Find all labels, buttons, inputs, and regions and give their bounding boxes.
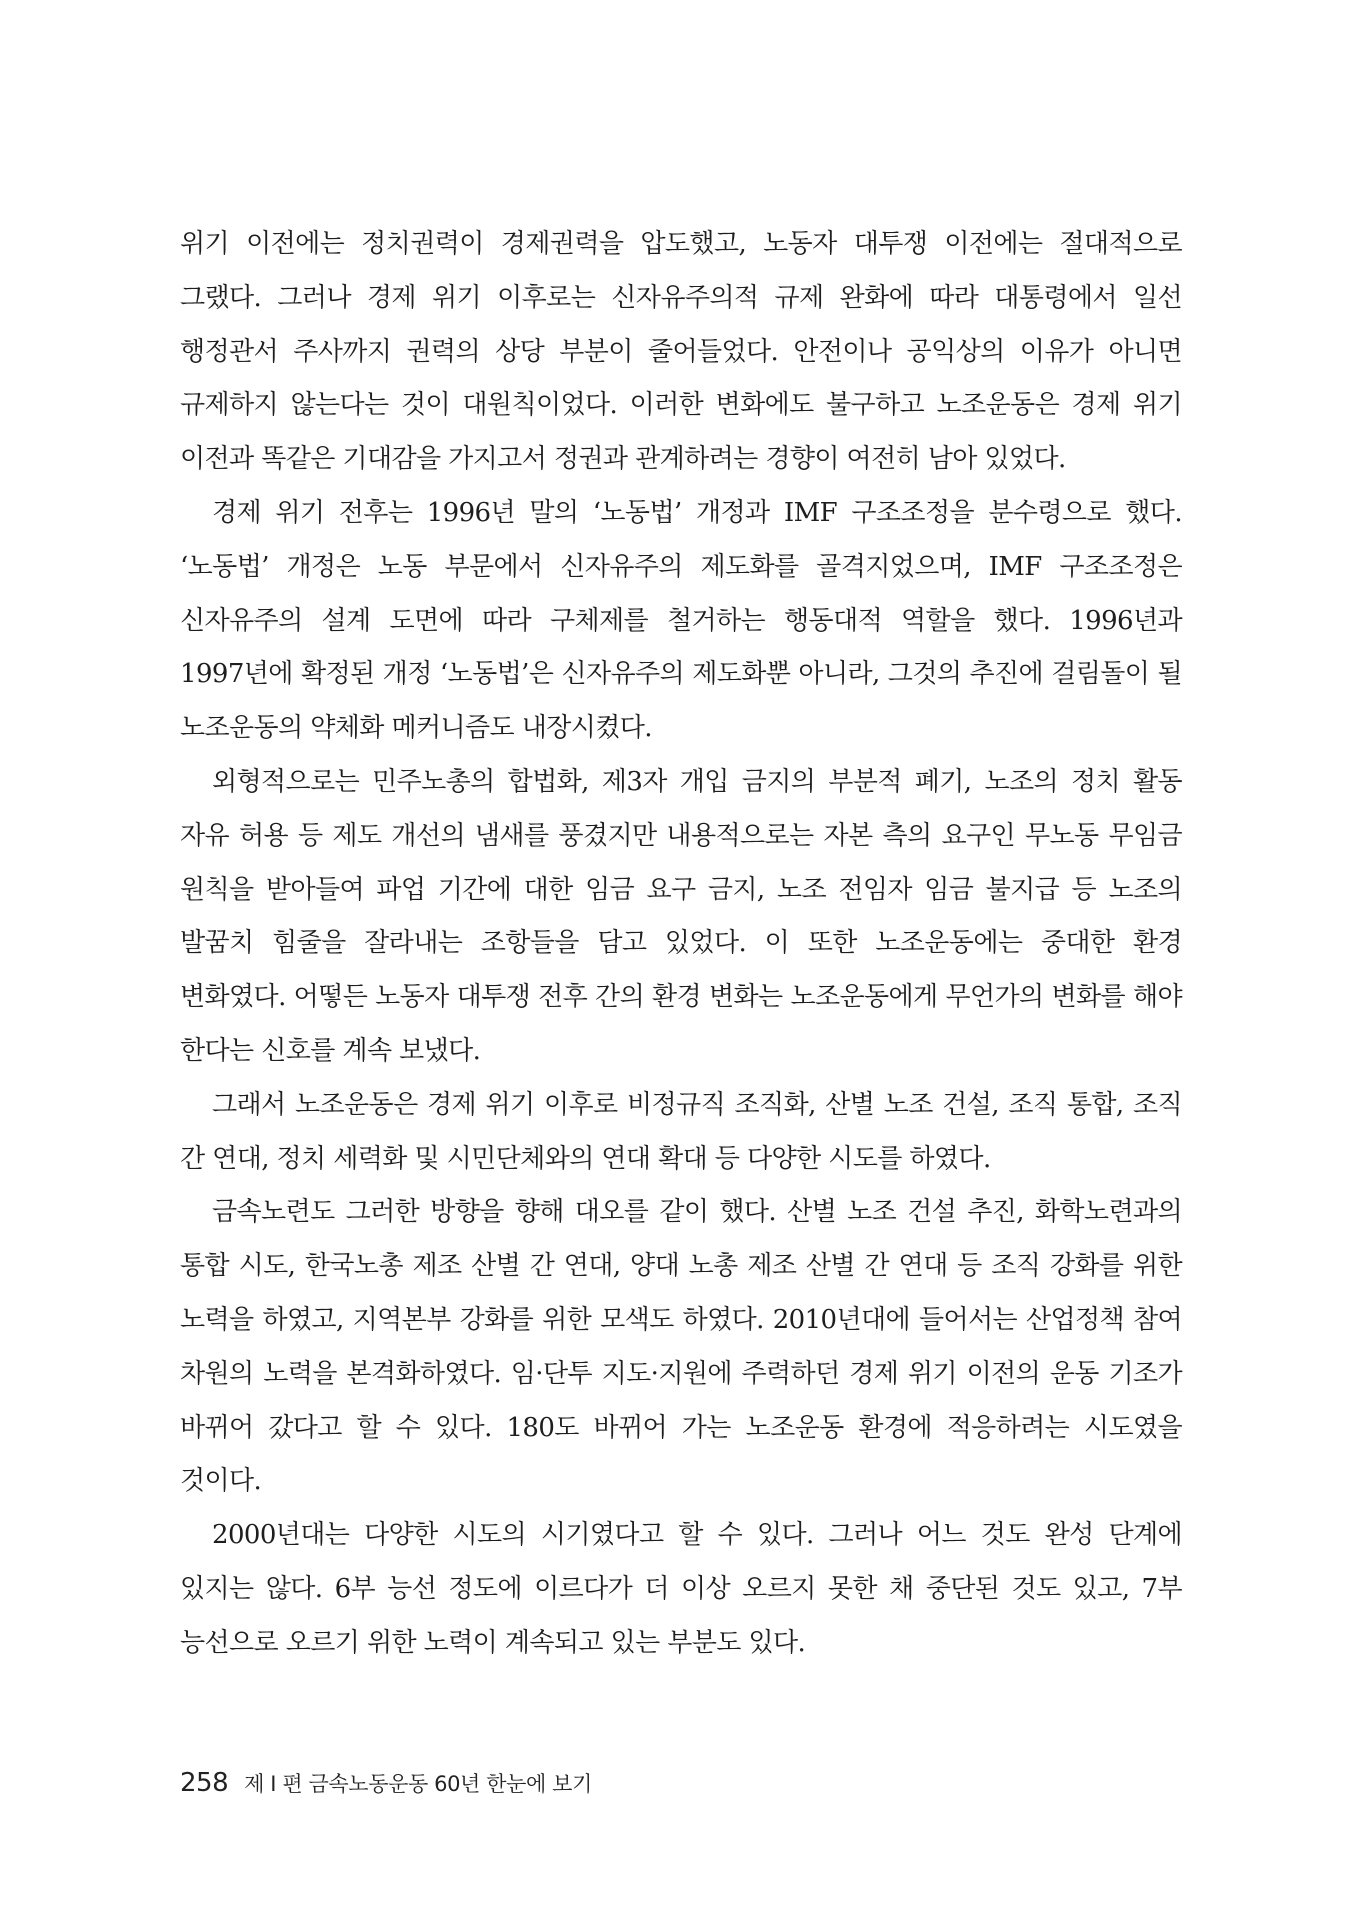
page-footer bbox=[180, 1768, 592, 1808]
paragraph-4: 그래서 노조운동은 경제 위기 이후로 비정규직 조직화, 산별 노조 건설, 조직 통합, 조직 간 연대, 정치 세력화 및 시민단체와의 연대 확대 등 다양한 시도를 하였다. bbox=[180, 1089, 1182, 1174]
page-number: 258 bbox=[180, 1768, 229, 1798]
paragraph-1: 위기 이전에는 정치권력이 경제권력을 압도했고, 노동자 대투쟁 이전에는 절대적으로 그랬다. 그러나 경제 위기 이후로는 신자유주의적 규제 완화에 따라 대통령에서 일선 행정관서 주사까지 권력의 상당 부분이 줄어들었다. 안전이나 공익상의 이유가 아니면 규제하지 않는다는 것이 대원칙이었다. 이러한 변화에도 불구하고 노조운동은 경제 위기 이전과 똑같은 기대감을 가지고서 정권과 관계하려는 경향이 여전히 남아 있었다. bbox=[180, 229, 1182, 475]
paragraph-2: 경제 위기 전후는 1996년 말의 ‘노동법’ 개정과 IMF 구조조정을 분수령으로 했다. ‘노동법’ 개정은 노동 부문에서 신자유주의 제도화를 골격지었으며, IMF 구조조정은 신자유주의 설계 도면에 따라 구체제를 철거하는 행동대적 역할을 했다. 1996년과 1997년에 확정된 개정 ‘노동법’은 신자유주의 제도화뿐 아니라, 그것의 추진에 걸림돌이 될 노조운동의 약체화 메커니즘도 내장시켰다. bbox=[180, 497, 1182, 744]
running-title: 제 I 편 금속노동운동 60년 한눈에 보기 bbox=[244, 1772, 592, 1796]
paragraph-5: 금속노련도 그러한 방향을 향해 대오를 같이 했다. 산별 노조 건설 추진, 화학노련과의 통합 시도, 한국노총 제조 산별 간 연대, 양대 노총 제조 산별 간 연대 등 조직 강화를 위한 노력을 하였고, 지역본부 강화를 위한 모색도 하였다. 2010년대에 들어서는 산업정책 참여 차원의 노력을 본격화하였다. 임·단투 지도·지원에 주력하던 경제 위기 이전의 운동 기조가 바뀌어 갔다고 할 수 있다. 180도 바뀌어 가는 노조운동 환경에 적응하려는 시도였을 것이다. bbox=[180, 1197, 1182, 1497]
paragraph-3: 외형적으로는 민주노총의 합법화, 제3자 개입 금지의 부분적 폐기, 노조의 정치 활동 자유 허용 등 제도 개선의 냄새를 풍겼지만 내용적으로는 자본 측의 요구인 무노동 무임금 원칙을 받아들여 파업 기간에 대한 임금 요구 금지, 노조 전임자 임금 불지급 등 노조의 발꿈치 힘줄을 잘라내는 조항들을 담고 있었다. 이 또한 노조운동에는 중대한 환경 변화였다. 어떻든 노동자 대투쟁 전후 간의 환경 변화는 노조운동에게 무언가의 변화를 해야 한다는 신호를 계속 보냈다. bbox=[180, 766, 1182, 1066]
body-text bbox=[180, 218, 1182, 1671]
paragraph-6: 2000년대는 다양한 시도의 시기였다고 할 수 있다. 그러나 어느 것도 완성 단계에 있지는 않다. 6부 능선 정도에 이르다가 더 이상 오르지 못한 채 중단된 것도 있고, 7부 능선으로 오르기 위한 노력이 계속되고 있는 부분도 있다. bbox=[180, 1520, 1182, 1658]
